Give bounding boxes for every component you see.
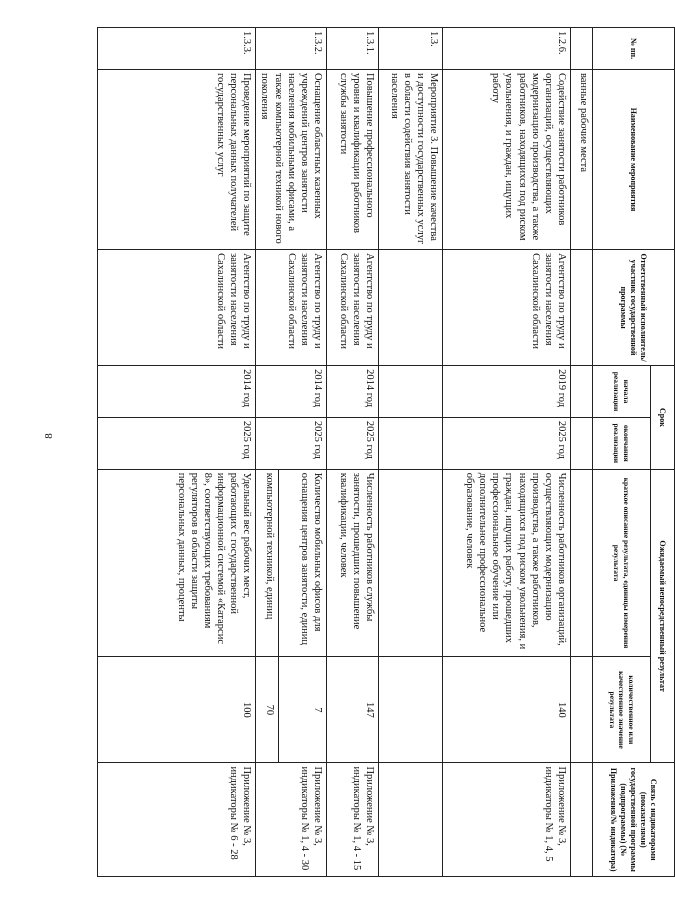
header-expected: Ожидаемый непосредственный результат <box>651 469 675 763</box>
cell-name: Проведение мероприятий по защите персональных данных получателей государственных услуг <box>98 69 256 249</box>
cell-start <box>571 366 593 418</box>
cell-responsible: Агентство по труду и занятости населения Сахалинской области <box>327 250 379 366</box>
cell-end <box>571 417 593 469</box>
cell-qty-2: 70 <box>256 657 279 763</box>
header-term: Срок <box>651 366 675 470</box>
cell-responsible <box>379 250 443 366</box>
cell-end: 2025 год <box>256 417 327 469</box>
cell-start: 2014 год <box>256 366 327 418</box>
table-row <box>571 28 593 877</box>
header-expected-qty: количественное или качественное значение результата <box>593 657 651 763</box>
table-row <box>443 28 571 877</box>
cell-desc <box>571 469 593 657</box>
header-term-start: начала реализации <box>593 366 651 418</box>
header-term-end: окончания реализации <box>593 417 651 469</box>
cell-responsible: Агентство по труду и занятости населения Сахалинской области <box>443 250 571 366</box>
cell-num: 1.3.1. <box>327 28 379 70</box>
cell-link: Приложение № 3, индикаторы № 1, 4 - 30 <box>256 763 327 877</box>
table-row <box>279 28 327 877</box>
cell-end: 2025 год <box>327 417 379 469</box>
cell-num: 1.3.3. <box>98 28 256 70</box>
header-name: Наименование мероприятия <box>593 69 675 249</box>
table-row <box>327 28 379 877</box>
cell-start <box>379 366 443 418</box>
cell-desc: Количество мобильных офисов для оснащения центров занятости, единиц <box>279 469 327 657</box>
cell-start: 2019 год <box>443 366 571 418</box>
cell-num: 1.3. <box>379 28 443 70</box>
cell-num <box>571 28 593 70</box>
table-row <box>98 28 256 877</box>
cell-desc: Численность работников службы занятости, прошедших повышение квалификации, человек <box>327 469 379 657</box>
cell-link: Приложение № 3, индикаторы № 6 - 28 <box>98 763 256 877</box>
cell-desc: Удельный вес рабочих мест, работающих с государственной информационной системой «Катарсис 8», соответствующих требованиям регуляторов в области защиты персональных данных, проценты <box>98 469 256 657</box>
cell-link <box>571 763 593 877</box>
cell-end: 2025 год <box>443 417 571 469</box>
cell-responsible: Агентство по труду и занятости населения Сахалинской области <box>98 250 256 366</box>
cell-qty: 147 <box>327 657 379 763</box>
cell-qty: 140 <box>443 657 571 763</box>
cell-start: 2014 год <box>327 366 379 418</box>
cell-link: Приложение № 3, индикаторы № 1, 4, 5 <box>443 763 571 877</box>
cell-name: ванные рабочие места <box>571 69 593 249</box>
activities-table <box>97 27 675 877</box>
cell-qty: 100 <box>98 657 256 763</box>
cell-responsible <box>571 250 593 366</box>
cell-name: Повышение профессионального уровня и квалификации работников службы занятости <box>327 69 379 249</box>
cell-end <box>379 417 443 469</box>
table-row <box>379 28 443 877</box>
header-link: Связь с индикаторами (показателями) государственной программы (подпрограммы) (№ Приложения/№ индикатора) <box>593 763 675 877</box>
cell-name: Содействие занятости работников организаций, осуществляющих модернизацию производства, а также работников, находящихся под риском увольнения, и граждан, ищущих работу <box>443 69 571 249</box>
cell-responsible: Агентство по труду и занятости населения Сахалинской области <box>256 250 327 366</box>
cell-link <box>379 763 443 877</box>
cell-num: 1.3.2. <box>256 28 327 70</box>
cell-num: 1.2.6. <box>443 28 571 70</box>
cell-desc: Численность работников организаций, осуществляющих модернизацию производства, а также работников, находящихся под риском увольнения, и граждан, ищущих работу, прошедших профессиональное обучение или дополнительное профессиональное образование, человек <box>443 469 571 657</box>
cell-end: 2025 год <box>98 417 256 469</box>
rotated-table-wrapper <box>0 27 675 872</box>
cell-name: Мероприятие 3. Повышение качества и доступности государственных услуг в области содействия занятости населения <box>379 69 443 249</box>
cell-qty <box>571 657 593 763</box>
cell-link: Приложение № 3, индикаторы № 1, 4 - 15 <box>327 763 379 877</box>
page-number: 8 <box>42 433 55 439</box>
cell-qty: 7 <box>279 657 327 763</box>
cell-start: 2014 год <box>98 366 256 418</box>
cell-qty <box>379 657 443 763</box>
cell-name: Оснащение областных казенных учреждений центров занятости населения мобильными офисами, а также компьютерной техникой нового поколения <box>256 69 327 249</box>
cell-desc-2: компьютерной техникой, единиц <box>256 469 279 657</box>
header-responsible: Ответственный исполнитель/участник государственной программы <box>593 250 675 366</box>
cell-desc <box>379 469 443 657</box>
header-num: № пп. <box>593 28 675 70</box>
header-expected-desc: краткое описание результата, единицы измерения результата <box>593 469 651 657</box>
